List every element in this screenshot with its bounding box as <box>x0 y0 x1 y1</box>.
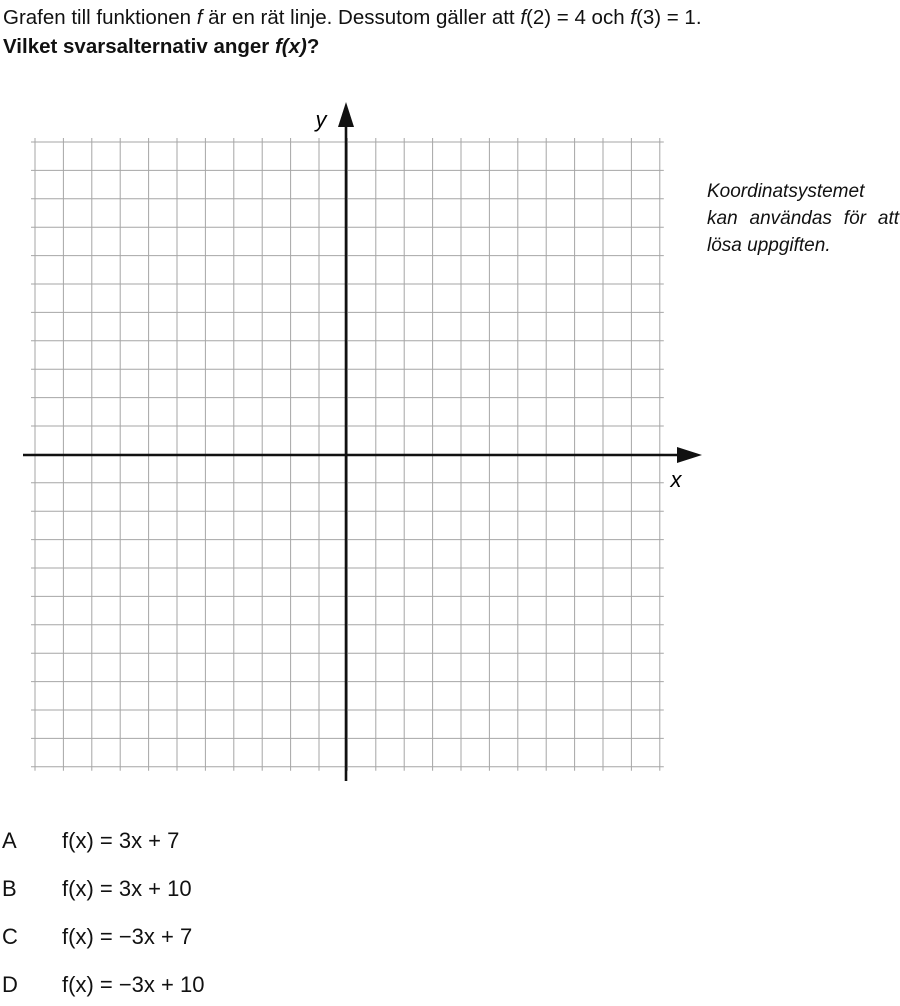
question-mark: ? <box>306 35 320 58</box>
y-axis-arrow <box>338 102 354 127</box>
question-prompt: Vilket svarsalternativ anger <box>3 35 275 58</box>
x-axis-label: x <box>670 467 682 492</box>
option-a-formula: f(x) = 3x + 7 <box>62 828 180 853</box>
y-axis-label: y <box>315 107 327 132</box>
option-c-formula: f(x) = −3x + 7 <box>62 924 193 949</box>
condition-1-text: (2) = 4 och <box>526 6 631 29</box>
function-name: f <box>196 6 203 29</box>
condition-1-function: f <box>520 6 527 29</box>
question-text-a: Grafen till funktionen <box>3 6 197 29</box>
hint-note: Koordinatsystemet kan användas för att lösa uppgiften. <box>707 181 899 256</box>
condition-2-text: (3) = 1. <box>636 6 702 29</box>
option-b[interactable] <box>0 870 400 910</box>
option-d-letter: D <box>2 972 18 997</box>
option-d-formula: f(x) = −3x + 10 <box>62 972 205 997</box>
question-fx: f(x) <box>274 35 307 58</box>
option-a[interactable] <box>0 822 400 862</box>
x-axis-arrow <box>677 447 702 463</box>
option-b-formula: f(x) = 3x + 10 <box>62 876 192 901</box>
option-a-letter: A <box>2 828 17 853</box>
option-c-letter: C <box>2 924 18 949</box>
option-c[interactable] <box>0 918 400 958</box>
axes <box>23 102 702 781</box>
option-d[interactable] <box>0 966 400 1006</box>
option-b-letter: B <box>2 876 17 901</box>
condition-2-function: f <box>630 6 636 29</box>
question-text-b: är en rät linje. Dessutom gäller att <box>202 6 521 29</box>
